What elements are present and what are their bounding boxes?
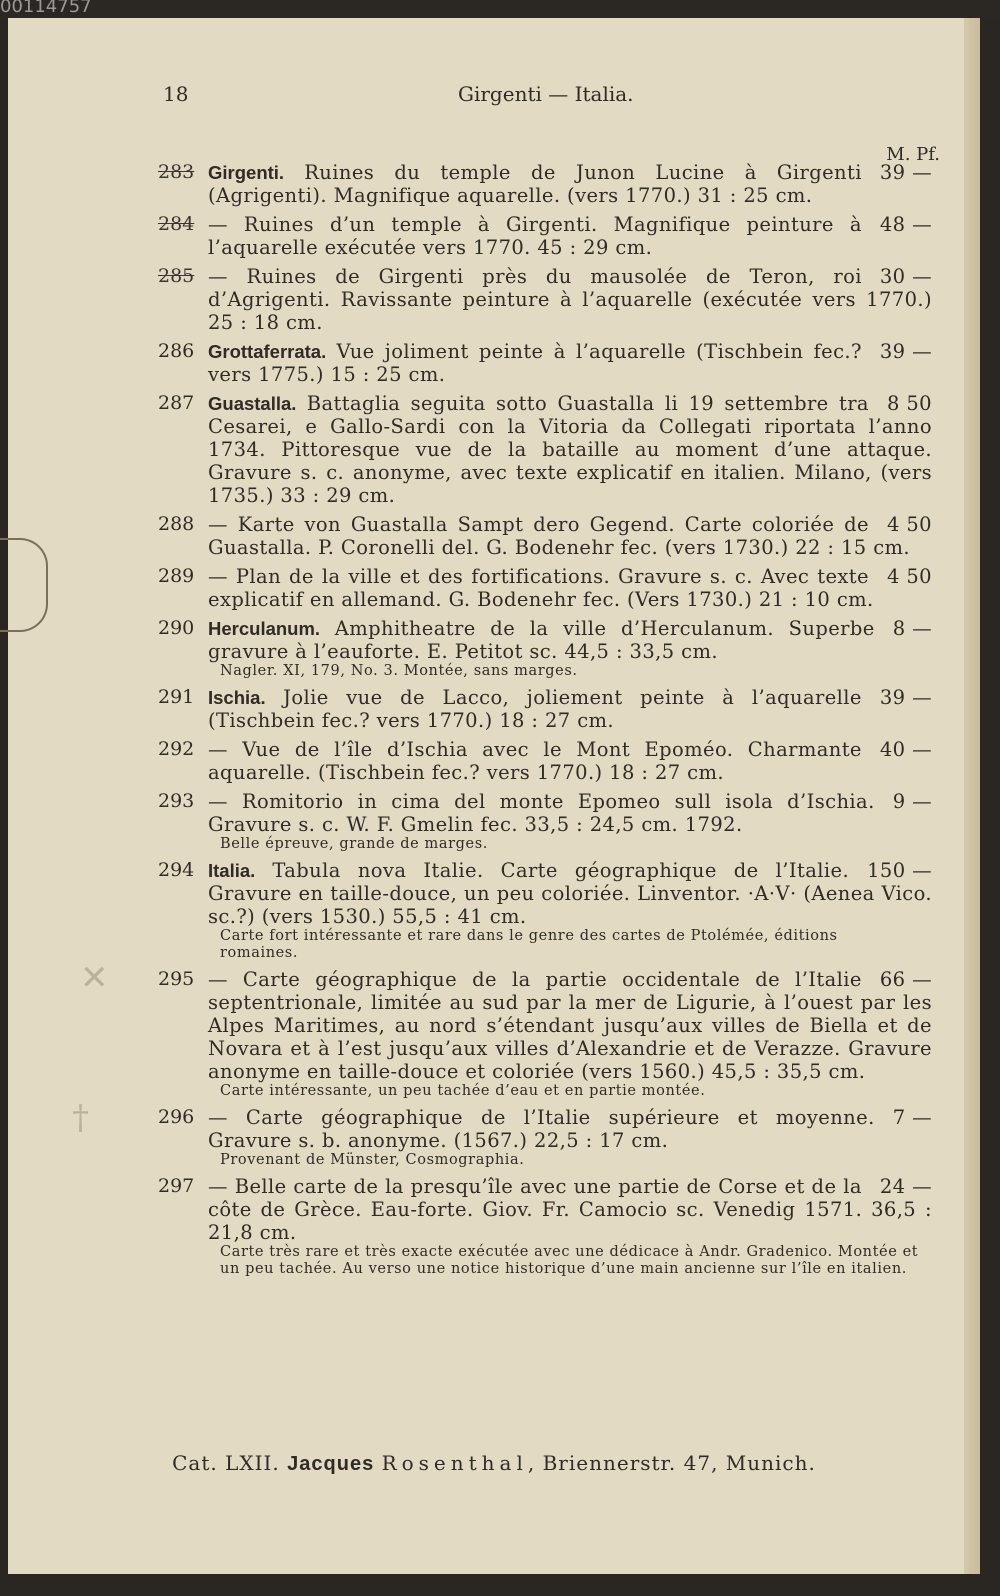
catalog-entry: [8, 859, 980, 962]
entry-description: Jolie vue de Lacco, joliement peinte à l’aquarelle (Tischbein fec.? vers 1770.) 18 : 27 cm.: [208, 686, 862, 732]
publisher-first-name: Jacques: [287, 1453, 375, 1475]
entry-number: 288: [158, 513, 195, 535]
entry-price: 4 50: [886, 513, 932, 536]
entry-price: 39 —: [879, 686, 932, 709]
entry-text-block: [208, 968, 932, 1083]
entry-text-block: [208, 340, 932, 386]
catalog-entry: [8, 161, 980, 207]
entry-note: Provenant de Münster, Cosmographia.: [220, 1152, 525, 1168]
catalog-page: [8, 18, 980, 1574]
entry-price: 7 —: [892, 1106, 932, 1129]
entry-text-block: [208, 1106, 932, 1152]
pencil-mark: †: [72, 1098, 89, 1138]
catalog-entry: [8, 1175, 980, 1278]
entry-number: 283: [158, 161, 195, 183]
entry-price: 40 —: [879, 738, 932, 761]
price-column-header: M. Pf.: [886, 144, 940, 165]
entry-number: 296: [158, 1106, 195, 1128]
entry-number: 286: [158, 340, 195, 362]
top-dark-strip: [0, 0, 1000, 18]
entry-title: Italia.: [208, 860, 256, 881]
catalog-entry: [8, 392, 980, 507]
entry-description: — Carte géographique de l’Italie supérieure et moyenne. Gravure s. b. anonyme. (1567.) 22,5 : 17 cm.: [208, 1106, 875, 1152]
entry-note: Nagler. XI, 179, No. 3. Montée, sans marges.: [220, 663, 578, 679]
entry-price: 4 50: [886, 565, 932, 588]
entry-title: Ischia.: [208, 687, 266, 708]
catalog-entry: [8, 1106, 980, 1169]
entry-text-block: [208, 859, 932, 928]
entry-number: 291: [158, 686, 195, 708]
entry-title: Herculanum.: [208, 618, 321, 639]
entry-description: — Romitorio in cima del monte Epomeo sull isola d’Ischia. Gravure s. c. W. F. Gmelin fec. 33,5 : 24,5 cm. 1792.: [208, 790, 875, 836]
entry-title: Guastalla.: [208, 393, 297, 414]
publisher-address: , Briennerstr. 47, Munich.: [527, 1451, 816, 1475]
running-head: [8, 82, 980, 112]
entry-text-block: [208, 790, 932, 836]
entry-price: 8 50: [886, 392, 932, 415]
entry-number: 292: [158, 738, 195, 760]
entry-number: 287: [158, 392, 195, 414]
entry-number: 297: [158, 1175, 195, 1197]
entry-number: 295: [158, 968, 195, 990]
catalog-entry: [8, 265, 980, 334]
entry-text-block: [208, 392, 932, 507]
entry-description: — Plan de la ville et des fortifications. Gravure s. c. Avec texte explicatif en allemand. G. Bodenehr fec. (Vers 1730.) 21 : 10 cm.: [208, 565, 874, 611]
catalog-entry: [8, 213, 980, 259]
entry-description: — Belle carte de la presqu’île avec une partie de Corse et de la côte de Grèce. Eau-forte. Giov. Fr. Camocio sc. Venedig 1571. 36,5 : 21,8 cm.: [208, 1175, 932, 1244]
entry-number: 284: [158, 213, 195, 235]
catalog-number: Cat. LXII.: [172, 1451, 280, 1475]
page-footer: [8, 1451, 980, 1476]
entry-description: — Carte géographique de la partie occidentale de l’Italie septentrionale, limitée au sud par la mer de Ligurie, à l’ouest par les Alpes Maritimes, au nord s’étendant jusqu’aux villes de Biella et de Novara et à l’est jusqu’aux villes d’Alexandrie et de Verazze. Gravure anonyme en taille-douce et coloriée (vers 1560.) 45,5 : 35,5 cm.: [208, 968, 932, 1083]
stamp-number: 00114757: [0, 0, 92, 17]
catalog-entry: [8, 738, 980, 784]
entry-text-block: [208, 1175, 932, 1244]
entry-price: 66 —: [879, 968, 932, 991]
catalog-entries: [8, 161, 980, 1284]
entry-price: 39 —: [879, 340, 932, 363]
entry-text-block: [208, 265, 932, 334]
catalog-entry: [8, 513, 980, 559]
publisher-last-name: Rosenthal: [381, 1451, 528, 1475]
entry-number: 293: [158, 790, 195, 812]
entry-note: Carte intéressante, un peu tachée d’eau et en partie montée.: [220, 1083, 706, 1099]
entry-text-block: [208, 565, 932, 611]
entry-description: Vue joliment peinte à l’aquarelle (Tischbein fec.? vers 1775.) 15 : 25 cm.: [208, 340, 862, 386]
entry-description: — Ruines de Girgenti près du mausolée de Teron, roi d’Agrigenti. Ravissante peinture à l’aquarelle (exécutée vers 1770.) 25 : 18 cm.: [208, 265, 932, 334]
entry-price: 9 —: [892, 790, 932, 813]
entry-description: Tabula nova Italie. Carte géographique de l’Italie. Gravure en taille-douce, un peu coloriée. Linventor. ·A·V· (Aenea Vico. sc.?) (vers 1530.) 55,5 : 41 cm.: [208, 859, 932, 928]
page-number: 18: [163, 82, 189, 106]
entry-title: Girgenti.: [208, 162, 285, 183]
pencil-x-mark: ✕: [80, 958, 109, 998]
entry-price: 8 —: [892, 617, 932, 640]
entry-price: 150 —: [867, 859, 932, 882]
entry-description: — Vue de l’île d’Ischia avec le Mont Epoméo. Charmante aquarelle. (Tischbein fec.? vers 1770.) 18 : 27 cm.: [208, 738, 862, 784]
entry-text-block: [208, 513, 932, 559]
entry-description: Amphitheatre de la ville d’Herculanum. Superbe gravure à l’eauforte. E. Petitot sc. 44,5 : 33,5 cm.: [208, 617, 875, 663]
entry-description: — Ruines d’un temple à Girgenti. Magnifique peinture à l’aquarelle exécutée vers 1770. 45 : 29 cm.: [208, 213, 862, 259]
entry-description: — Karte von Guastalla Sampt dero Gegend. Carte coloriée de Guastalla. P. Coronelli del. G. Bodenehr fec. (vers 1730.) 22 : 15 cm.: [208, 513, 911, 559]
entry-price: 30 —: [879, 265, 932, 288]
entry-number: 294: [158, 859, 195, 881]
catalog-entry: [8, 790, 980, 853]
entry-number: 289: [158, 565, 195, 587]
catalog-entry: [8, 340, 980, 386]
catalog-entry: [8, 686, 980, 732]
entry-price: 39 —: [879, 161, 932, 184]
catalog-entry: [8, 968, 980, 1100]
entry-number: 290: [158, 617, 195, 639]
entry-description: Ruines du temple de Junon Lucine à Girgenti (Agrigenti). Magnifique aquarelle. (vers 1770.) 31 : 25 cm.: [208, 161, 862, 207]
entry-text-block: [208, 213, 932, 259]
entry-note: Carte très rare et très exacte exécutée avec une dédicace à Andr. Gradenico. Montée et un peu tachée. Au verso une notice historique d’une main ancienne sur l’île en italien.: [220, 1244, 919, 1277]
entry-note: Carte fort intéressante et rare dans le genre des cartes de Ptolémée, éditions romaines.: [220, 928, 838, 961]
entry-title: Grottaferrata.: [208, 341, 327, 362]
entry-price: 48 —: [879, 213, 932, 236]
catalog-entry: [8, 565, 980, 611]
catalog-entry: [8, 617, 980, 680]
entry-number: 285: [158, 265, 195, 287]
entry-text-block: [208, 686, 932, 732]
entry-text-block: [208, 161, 932, 207]
entry-text-block: [208, 738, 932, 784]
entry-text-block: [208, 617, 932, 663]
entry-price: 24 —: [879, 1175, 932, 1198]
entry-note: Belle épreuve, grande de marges.: [220, 836, 488, 852]
page-title: Girgenti — Italia.: [458, 82, 634, 106]
entry-description: Battaglia seguita sotto Guastalla li 19 settembre tra Cesarei, e Gallo-Sardi con la Vitoria da Collegati riportata l’anno 1734. Pittoresque vue de la bataille au moment d’une attaque. Gravure s. c. anonyme, avec texte explicatif en italien. Milano, (vers 1735.) 33 : 29 cm.: [208, 392, 932, 507]
